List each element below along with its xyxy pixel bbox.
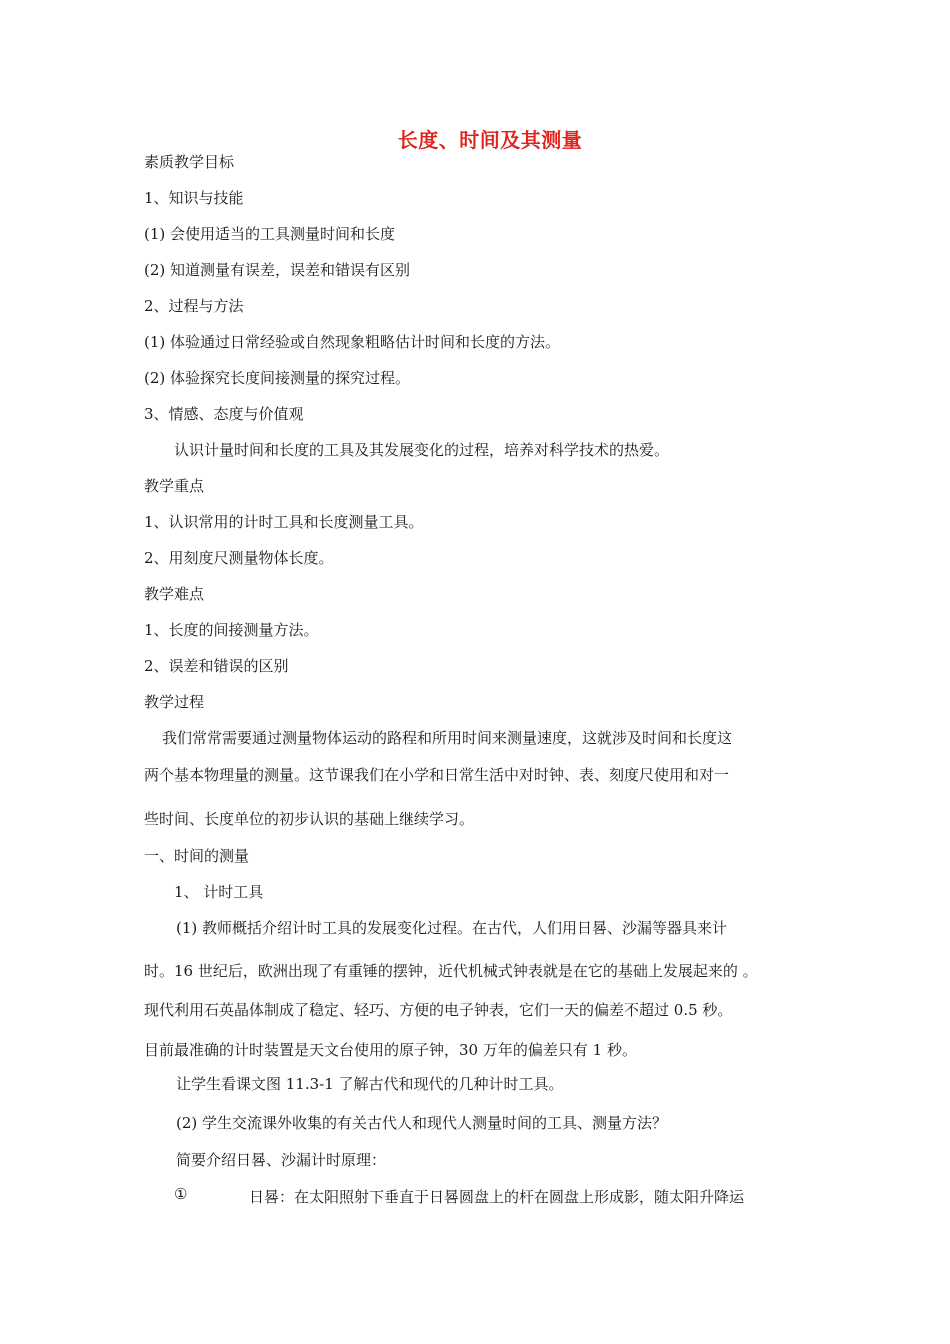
text-line: 我们常常需要通过测量物体运动的路程和所用时间来测量速度，这就涉及时间和长度这 xyxy=(162,729,733,747)
subheading-process-method: 2、过程与方法 xyxy=(144,297,244,315)
section-heading-key-points: 教学重点 xyxy=(144,477,205,495)
subheading-timing-tools: 1、 计时工具 xyxy=(174,883,264,901)
text-line: 些时间、长度单位的初步认识的基础上继续学习。 xyxy=(144,810,475,828)
subheading-attitude-values: 3、情感、态度与价值观 xyxy=(144,405,304,423)
text-line: (2) 知道测量有误差，误差和错误有区别 xyxy=(144,261,411,279)
text-line: (1) 教师概括介绍计时工具的发展变化过程。在古代，人们用日晷、沙漏等器具来计 xyxy=(176,919,728,937)
text-line: (1) 体验通过日常经验或自然现象粗略估计时间和长度的方法。 xyxy=(144,333,561,351)
section-heading-process: 教学过程 xyxy=(144,693,205,711)
text-line: 2、误差和错误的区别 xyxy=(144,657,289,675)
text-line: 2、用刻度尺测量物体长度。 xyxy=(144,549,334,567)
section-heading-time-measurement: 一、时间的测量 xyxy=(144,847,250,865)
text-line: 日晷：在太阳照射下垂直于日晷圆盘上的杆在圆盘上形成影，随太阳升降运 xyxy=(249,1188,745,1206)
text-line: 1、长度的间接测量方法。 xyxy=(144,621,319,639)
section-heading-objectives: 素质教学目标 xyxy=(144,153,235,171)
document-title: 长度、时间及其测量 xyxy=(397,128,583,152)
text-line: 目前最准确的计时装置是天文台使用的原子钟，30 万年的偏差只有 1 秒。 xyxy=(144,1041,637,1059)
text-line: (2) 学生交流课外收集的有关古代人和现代人测量时间的工具、测量方法？ xyxy=(176,1114,668,1132)
text-line: 1、认识常用的计时工具和长度测量工具。 xyxy=(144,513,424,531)
subheading-knowledge-skills: 1、知识与技能 xyxy=(144,189,244,207)
list-marker: ① xyxy=(174,1185,188,1203)
text-line: 让学生看课文图 11.3-1 了解古代和现代的几种计时工具。 xyxy=(176,1075,564,1093)
text-line: 现代利用石英晶体制成了稳定、轻巧、方便的电子钟表，它们一天的偏差不超过 0.5 秒。 xyxy=(144,1001,733,1019)
section-heading-difficulties: 教学难点 xyxy=(144,585,205,603)
text-line: 时。16 世纪后，欧洲出现了有重锤的摆钟，近代机械式钟表就是在它的基础上发展起来的 。 xyxy=(144,962,758,980)
text-line: 两个基本物理量的测量。这节课我们在小学和日常生活中对时钟、表、刻度尺使用和对一 xyxy=(144,766,730,784)
text-line: 认识计量时间和长度的工具及其发展变化的过程，培养对科学技术的热爱。 xyxy=(174,441,670,459)
text-line: 简要介绍日晷、沙漏计时原理： xyxy=(176,1151,387,1169)
text-line: (2) 体验探究长度间接测量的探究过程。 xyxy=(144,369,411,387)
text-line: (1) 会使用适当的工具测量时间和长度 xyxy=(144,225,396,243)
